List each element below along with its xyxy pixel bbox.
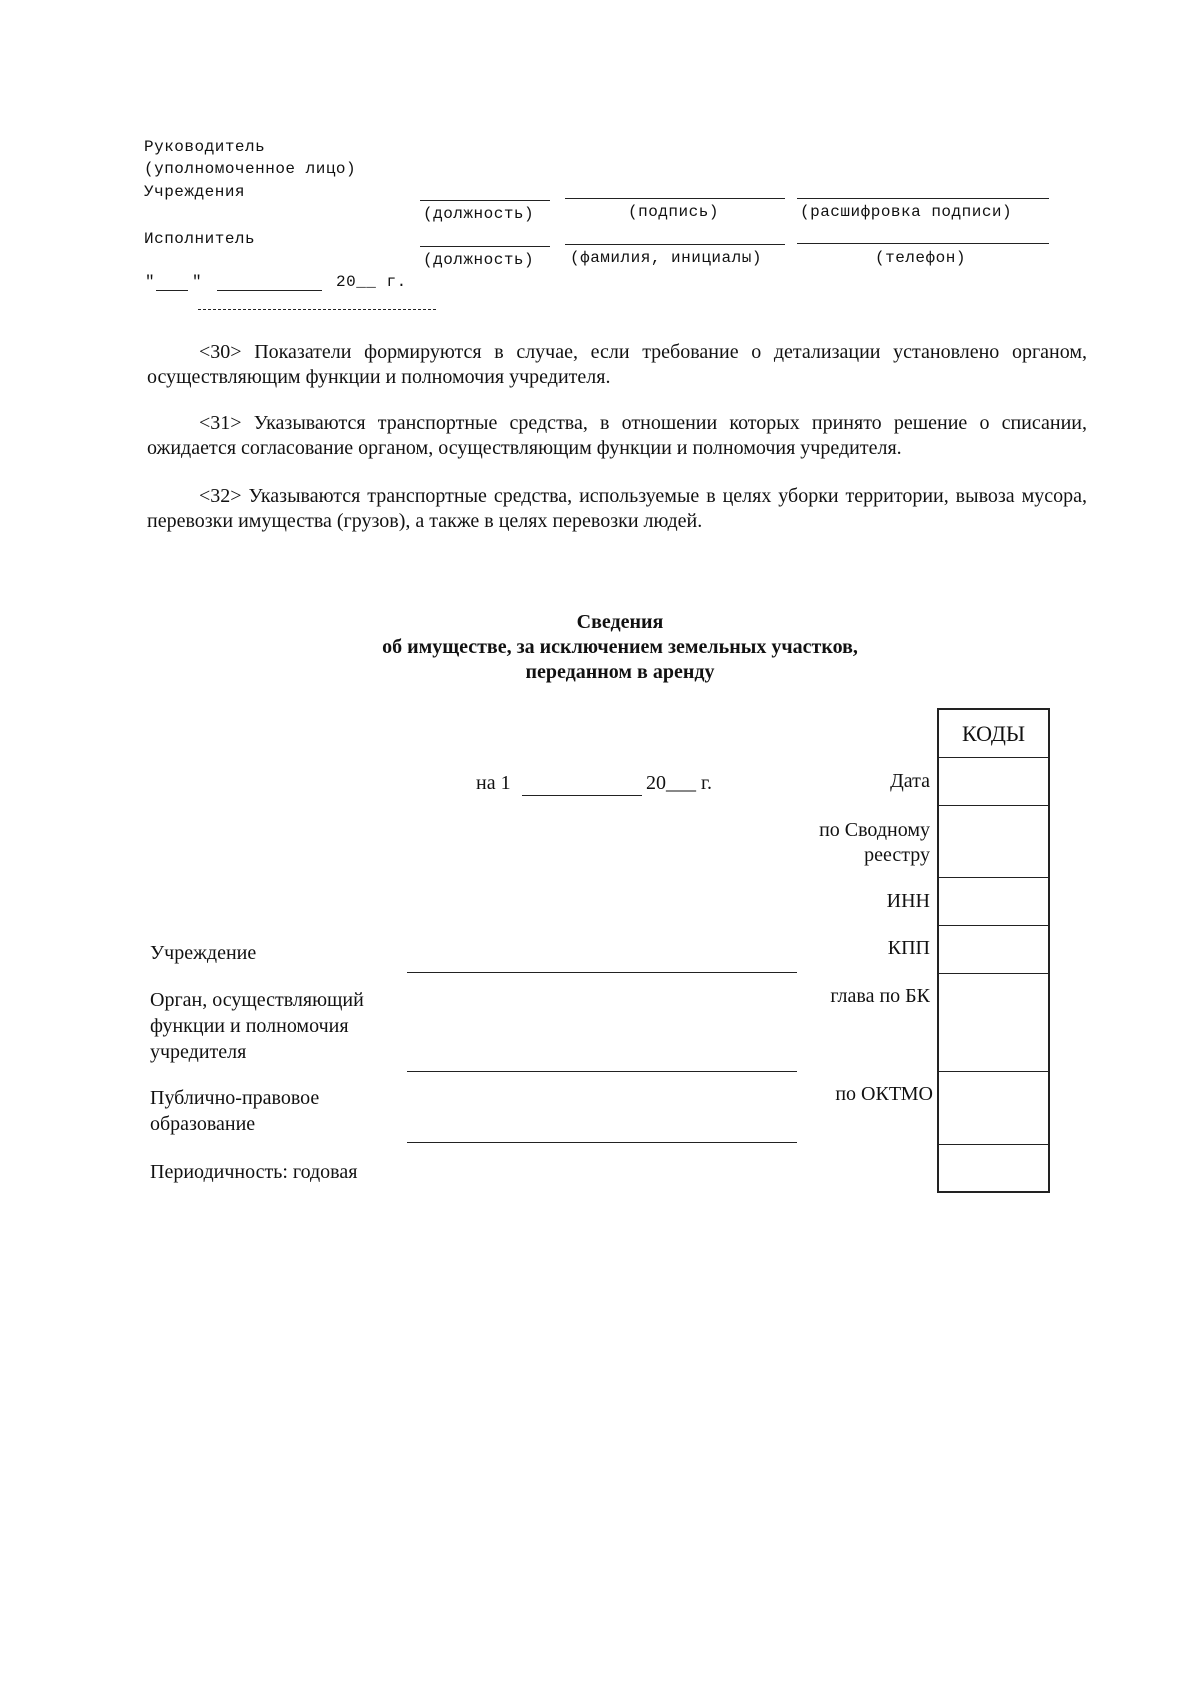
head-label-line3: Учреждения bbox=[144, 183, 246, 201]
field-periodicity-label: Периодичность: годовая bbox=[150, 1161, 358, 1183]
field-public-entity-line[interactable] bbox=[407, 1142, 797, 1143]
codes-header: КОДЫ bbox=[939, 710, 1048, 758]
date-quote-close: " bbox=[192, 273, 203, 291]
executor-position-line bbox=[420, 246, 550, 247]
form-title-line1: Сведения bbox=[576, 611, 664, 633]
report-date-prefix: на 1 bbox=[476, 772, 511, 794]
code-label-registry-2: реестру bbox=[864, 844, 930, 866]
date-month-line bbox=[217, 290, 322, 291]
code-label-registry-1: по Сводному bbox=[819, 819, 930, 841]
field-institution-line[interactable] bbox=[407, 972, 797, 973]
field-institution-label: Учреждение bbox=[150, 942, 257, 964]
code-cell-chapter[interactable] bbox=[939, 974, 1048, 1072]
executor-phone-caption: (телефон) bbox=[875, 249, 966, 267]
footnote-30: <30> Показатели формируются в случае, если требование о детализации установлено органом, осуществляющим функции и полномочия учредителя. bbox=[147, 341, 1087, 388]
field-public-entity-label-2: образование bbox=[150, 1113, 256, 1135]
code-label-inn: ИНН bbox=[886, 890, 930, 912]
form-title-line2: об имуществе, за исключением земельных участков, bbox=[382, 636, 858, 658]
code-label-chapter: глава по БК bbox=[830, 985, 930, 1007]
code-cell-oktmo[interactable] bbox=[939, 1072, 1048, 1145]
footnote-separator bbox=[198, 309, 436, 310]
executor-label: Исполнитель bbox=[144, 230, 256, 248]
report-date-line bbox=[522, 795, 642, 796]
head-signature-caption: (подпись) bbox=[628, 203, 719, 221]
head-label-line2: (уполномоченное лицо) bbox=[144, 160, 357, 178]
head-position-caption: (должность) bbox=[423, 205, 535, 223]
code-label-kpp: КПП bbox=[887, 937, 930, 959]
date-year: 20__ г. bbox=[336, 273, 407, 291]
field-authority-label-2: функции и полномочия bbox=[150, 1015, 349, 1037]
code-cell-kpp[interactable] bbox=[939, 926, 1048, 974]
date-quote-open: " bbox=[145, 273, 156, 291]
code-cell-inn[interactable] bbox=[939, 878, 1048, 926]
field-authority-line[interactable] bbox=[407, 1071, 797, 1072]
date-day-line bbox=[156, 290, 188, 291]
code-label-date: Дата bbox=[890, 770, 930, 792]
head-decoding-caption: (расшифровка подписи) bbox=[800, 203, 1013, 221]
field-authority-label-3: учредителя bbox=[150, 1041, 247, 1063]
footnote-32: <32> Указываются транспортные средства, используемые в целях уборки территории, вывоза мусора, перевозки имущества (грузов), а также в целях перевозки людей. bbox=[147, 485, 1087, 532]
field-authority-label-1: Орган, осуществляющий bbox=[150, 989, 364, 1011]
executor-name-line bbox=[565, 244, 785, 245]
report-date-year: 20___ г. bbox=[646, 772, 712, 794]
head-position-line bbox=[420, 200, 550, 201]
head-decoding-line bbox=[797, 198, 1049, 199]
code-cell-periodicity[interactable] bbox=[939, 1145, 1048, 1191]
head-label-line1: Руководитель bbox=[144, 138, 266, 156]
executor-position-caption: (должность) bbox=[423, 251, 535, 269]
codes-table bbox=[937, 708, 1050, 1193]
form-title-line3: переданном в аренду bbox=[525, 661, 715, 683]
footnote-31: <31> Указываются транспортные средства, в отношении которых принято решение о списании, ожидается согласование органом, осуществляющим функции и полномочия учредителя. bbox=[147, 412, 1087, 459]
field-public-entity-label-1: Публично-правовое bbox=[150, 1087, 320, 1109]
executor-name-caption: (фамилия, инициалы) bbox=[570, 249, 762, 267]
head-signature-line bbox=[565, 198, 785, 199]
code-cell-date[interactable] bbox=[939, 758, 1048, 806]
code-label-oktmo: по ОКТМО bbox=[835, 1083, 933, 1105]
code-cell-registry[interactable] bbox=[939, 806, 1048, 878]
executor-phone-line bbox=[797, 243, 1049, 244]
